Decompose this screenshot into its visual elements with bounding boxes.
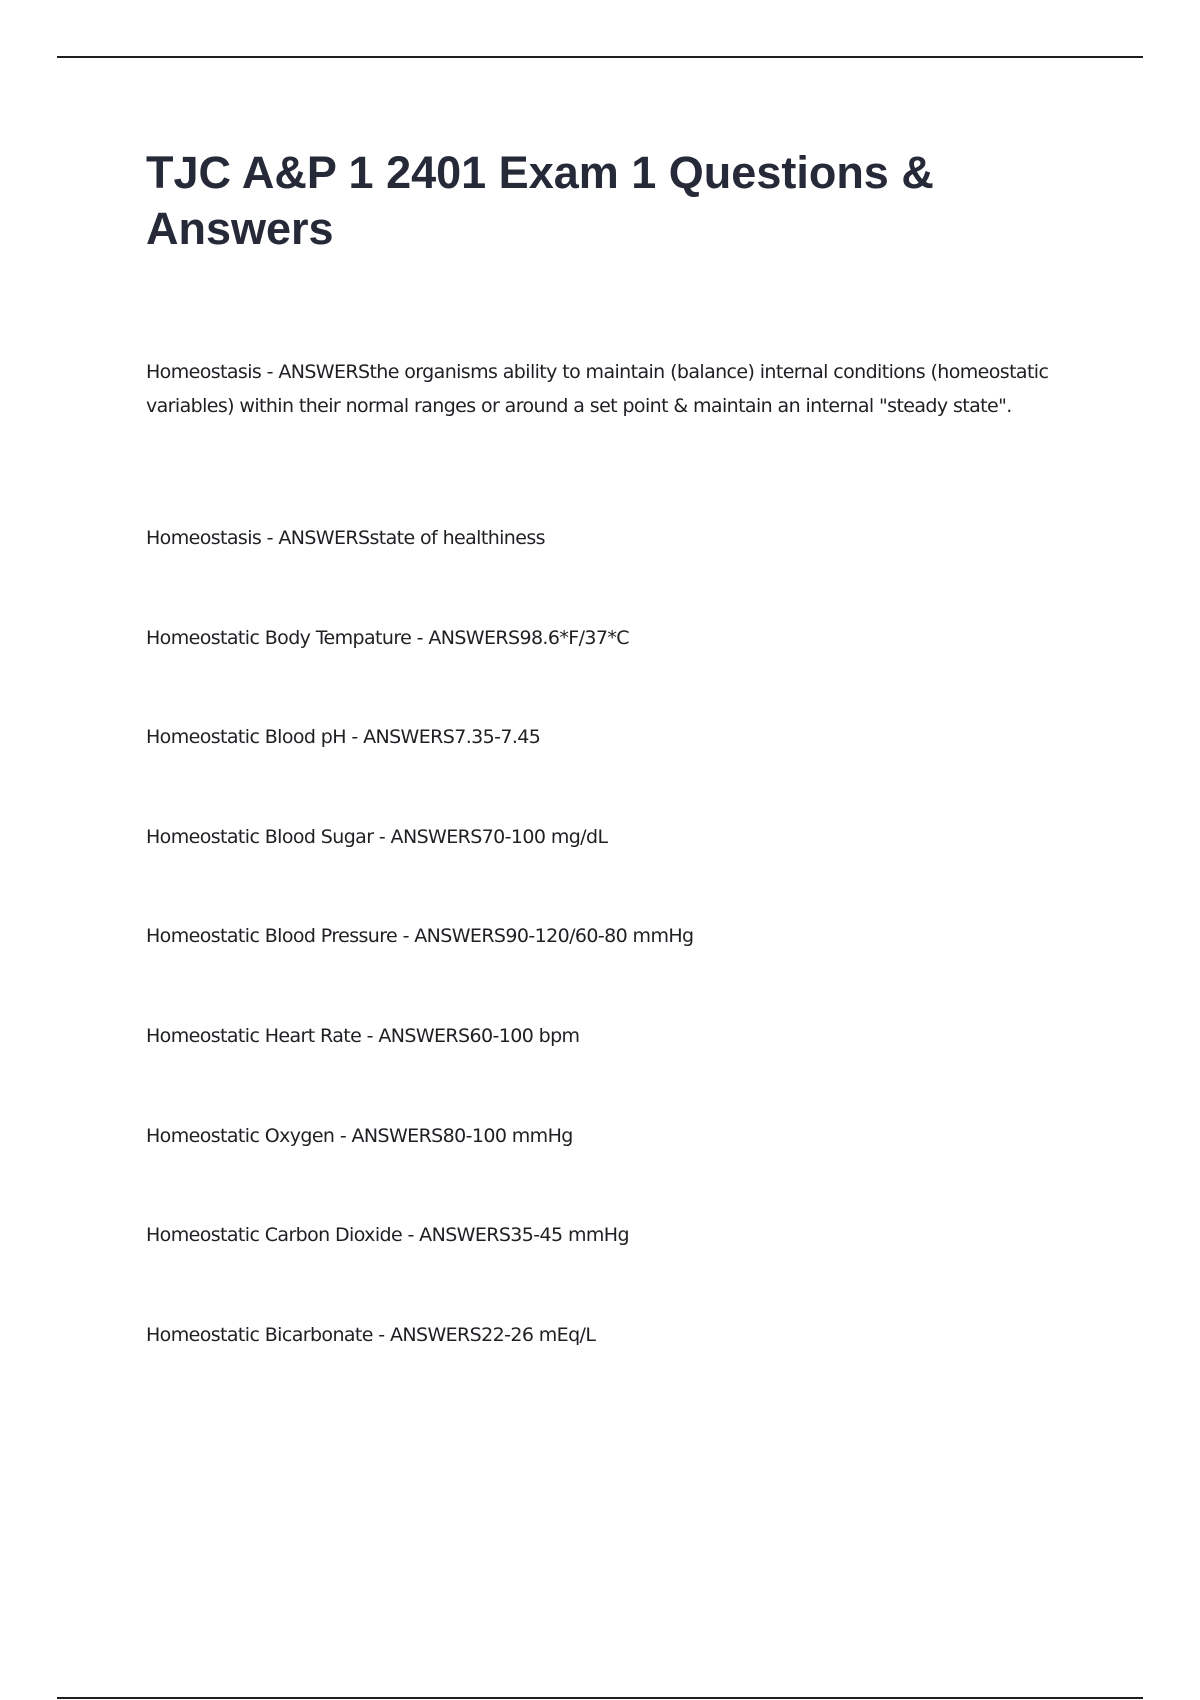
qa-entry-blood-pressure: Homeostatic Blood Pressure - ANSWERS90-120/60-80 mmHg <box>146 925 694 947</box>
qa-entry-oxygen: Homeostatic Oxygen - ANSWERS80-100 mmHg <box>146 1125 573 1147</box>
qa-entry-blood-ph: Homeostatic Blood pH - ANSWERS7.35-7.45 <box>146 726 541 748</box>
page-title: TJC A&P 1 2401 Exam 1 Questions & Answers <box>146 147 934 254</box>
qa-entry-heart-rate: Homeostatic Heart Rate - ANSWERS60-100 bpm <box>146 1025 580 1047</box>
qa-entry-body-temperature: Homeostatic Body Tempature - ANSWERS98.6*F/37*C <box>146 627 629 649</box>
header-divider <box>57 56 1143 58</box>
qa-entry-blood-sugar: Homeostatic Blood Sugar - ANSWERS70-100 mg/dL <box>146 826 608 848</box>
qa-entry-homeostasis-state: Homeostasis - ANSWERSstate of healthiness <box>146 527 545 549</box>
qa-entry-bicarbonate: Homeostatic Bicarbonate - ANSWERS22-26 mEq/L <box>146 1324 596 1346</box>
qa-entry-carbon-dioxide: Homeostatic Carbon Dioxide - ANSWERS35-45 mmHg <box>146 1224 629 1246</box>
qa-entry-homeostasis-definition: Homeostasis - ANSWERSthe organisms ability to maintain (balance) internal conditions (homeostatic variables) within their normal ranges or around a set point & maintain an internal "steady state". <box>146 361 1049 417</box>
footer-divider <box>57 1697 1143 1699</box>
